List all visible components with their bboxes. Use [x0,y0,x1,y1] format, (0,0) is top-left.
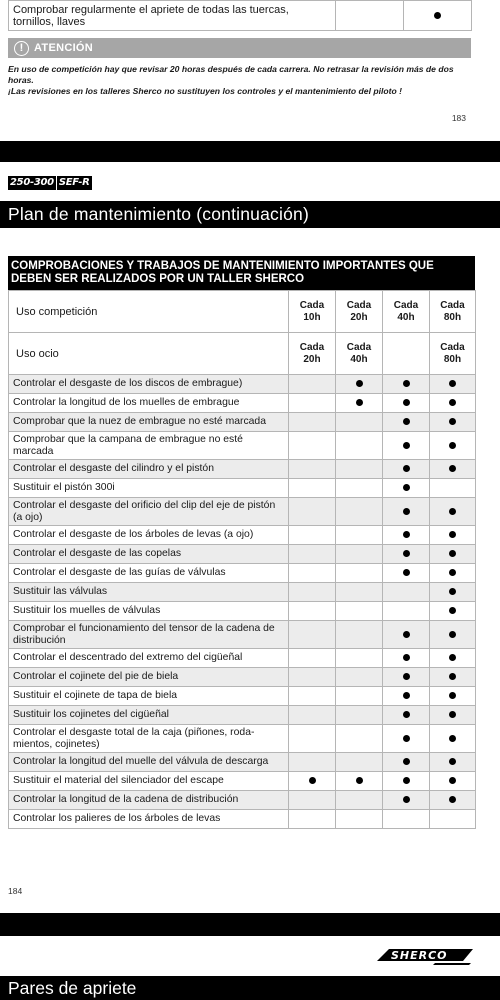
row-description: Controlar el cojinete del pie de biela [9,668,289,687]
interval-mark-cell [430,498,476,526]
row-description: Sustituir el cojinete de tapa de biela [9,687,289,706]
check-dot-icon [403,631,410,638]
interval-mark-cell [336,1,404,31]
interval-text: 40h [350,353,368,365]
table-row [9,545,476,564]
interval-header [289,291,336,333]
table-row [9,375,476,394]
interval-mark-cell [336,479,383,498]
table-row [9,810,476,829]
interval-text: 80h [443,353,462,365]
check-dot-icon [309,777,316,784]
check-dot-icon [449,588,456,595]
page-number: 183 [451,113,466,123]
interval-mark-cell [336,375,383,394]
interval-mark-cell [430,413,476,432]
interval-mark-cell [383,432,430,460]
page-separator-band [0,141,500,162]
interval-mark-cell [430,687,476,706]
check-dot-icon [449,399,456,406]
check-dot-icon [403,735,410,742]
maintenance-schedule [8,256,475,829]
interval-mark-cell [336,753,383,772]
row-description: Controlar el desgaste de los árboles de levas (a ojo) [9,526,289,545]
interval-mark-cell [289,621,336,649]
check-dot-icon [449,692,456,699]
table-row [9,791,476,810]
model-logo-part: 250-300 [10,177,54,188]
interval-mark-cell [336,545,383,564]
check-dot-icon [449,442,456,449]
interval-mark-cell [336,706,383,725]
interval-mark-cell [289,668,336,687]
section-title-bar [0,201,500,228]
interval-mark-cell [289,602,336,621]
interval-mark-cell [336,687,383,706]
check-dot-icon [449,569,456,576]
row-description: Sustituir los cojinetes del cigüeñal [9,706,289,725]
interval-mark-cell [289,432,336,460]
check-dot-icon [403,654,410,661]
table-row [9,564,476,583]
interval-mark-cell [430,810,476,829]
check-dot-icon [449,508,456,515]
row-description: Controlar los palieres de los árboles de levas [9,810,289,829]
interval-text: 40h [397,311,415,323]
interval-mark-cell [430,791,476,810]
period-row [9,291,476,333]
interval-text: Cada [299,341,325,353]
interval-mark-cell [289,583,336,602]
interval-mark-cell [289,706,336,725]
attention-banner [8,38,471,58]
interval-mark-cell [289,687,336,706]
sherco-logo [375,944,475,966]
check-dot-icon [449,735,456,742]
interval-mark-cell [383,375,430,394]
interval-mark-cell [289,498,336,526]
interval-mark-cell [289,791,336,810]
check-dot-icon [449,607,456,614]
check-dot-icon [403,531,410,538]
row-description: Controlar el desgaste total de la caja (piñones, roda-mientos, cojinetes) [9,725,289,753]
interval-mark-cell [383,526,430,545]
check-dot-icon [449,711,456,718]
interval-mark-cell [336,432,383,460]
interval-mark-cell [383,753,430,772]
interval-mark-cell [336,791,383,810]
table-row [9,1,472,31]
table-row [9,413,476,432]
check-dot-icon [356,777,363,784]
interval-mark-cell [430,649,476,668]
check-dot-icon [434,12,441,19]
interval-mark-cell [383,413,430,432]
section-title: Plan de mantenimiento (continuación) [8,204,309,224]
interval-header [336,291,383,333]
table-row [9,479,476,498]
table-row [9,526,476,545]
interval-mark-cell [430,479,476,498]
interval-mark-cell [383,602,430,621]
maintenance-table [8,290,476,829]
check-dot-icon [403,673,410,680]
interval-mark-cell [383,772,430,791]
interval-mark-cell [289,564,336,583]
interval-mark-cell [289,772,336,791]
interval-mark-cell [383,649,430,668]
interval-mark-cell [289,753,336,772]
interval-mark-cell [383,479,430,498]
row-description: Sustituir el pistón 300i [9,479,289,498]
interval-mark-cell [336,498,383,526]
interval-mark-cell [383,545,430,564]
row-description: Controlar el desgaste del orificio del clip del eje de pistón (a ojo) [9,498,289,526]
interval-mark-cell [404,1,472,31]
check-dot-icon [449,465,456,472]
interval-mark-cell [336,413,383,432]
check-dot-icon [403,777,410,784]
brand-logo-text: SHERCO [391,949,448,962]
table-row [9,432,476,460]
interval-mark-cell [430,602,476,621]
model-logo [8,176,92,190]
previous-maintenance-table [8,0,472,31]
interval-mark-cell [336,649,383,668]
check-dot-icon [449,380,456,387]
check-dot-icon [403,380,410,387]
interval-header [383,291,430,333]
interval-header [430,333,476,375]
interval-text: Cada [346,299,372,311]
row-description: Controlar el desgaste de los discos de embrague) [9,375,289,394]
interval-mark-cell [383,668,430,687]
row-description: Comprobar que la nuez de embrague no esté marcada [9,413,289,432]
check-dot-icon [403,484,410,491]
interval-text: Cada [440,341,465,353]
check-dot-icon [403,758,410,765]
check-dot-icon [356,399,363,406]
interval-mark-cell [336,583,383,602]
interval-text: 20h [350,311,368,323]
table-row [9,621,476,649]
check-dot-icon [356,380,363,387]
check-dot-icon [449,531,456,538]
row-description: Controlar el descentrado del extremo del cigüeñal [9,649,289,668]
row-description: Sustituir las válvulas [9,583,289,602]
interval-header [430,291,476,333]
interval-text: 10h [303,311,321,323]
check-dot-icon [449,418,456,425]
check-dot-icon [403,692,410,699]
check-dot-icon [449,758,456,765]
table-row [9,602,476,621]
interval-mark-cell [336,526,383,545]
interval-mark-cell [383,583,430,602]
interval-mark-cell [336,810,383,829]
interval-mark-cell [430,432,476,460]
interval-mark-cell [383,706,430,725]
row-description: Comprobar regularmente el apriete de todas las tuercas, tornillos, llaves [9,1,336,31]
interval-mark-cell [336,621,383,649]
interval-mark-cell [430,583,476,602]
check-dot-icon [449,777,456,784]
interval-mark-cell [430,668,476,687]
table-row [9,583,476,602]
interval-text: Cada [393,299,419,311]
interval-mark-cell [430,725,476,753]
interval-text: Cada [440,299,465,311]
check-dot-icon [403,508,410,515]
attention-text [8,64,472,97]
interval-mark-cell [383,621,430,649]
table-row [9,460,476,479]
check-dot-icon [403,569,410,576]
interval-mark-cell [430,772,476,791]
table-row [9,772,476,791]
interval-mark-cell [289,479,336,498]
row-description: Comprobar que la campana de embrague no esté marcada [9,432,289,460]
interval-mark-cell [430,545,476,564]
interval-mark-cell [383,498,430,526]
check-dot-icon [403,465,410,472]
table-row [9,668,476,687]
check-dot-icon [403,711,410,718]
interval-mark-cell [289,526,336,545]
bottom-title-bar [0,976,500,1000]
row-description: Controlar el desgaste de las copelas [9,545,289,564]
interval-mark-cell [383,725,430,753]
table-row [9,687,476,706]
interval-mark-cell [430,564,476,583]
table-row [9,649,476,668]
interval-mark-cell [383,791,430,810]
interval-mark-cell [383,687,430,706]
interval-mark-cell [336,564,383,583]
attention-line: En uso de competición hay que revisar 20 horas después de cada carrera. No retrasar la revisión más de dos horas. [8,64,454,85]
interval-mark-cell [289,460,336,479]
interval-text: 80h [443,311,462,323]
interval-mark-cell [430,394,476,413]
interval-mark-cell [383,810,430,829]
check-dot-icon [403,418,410,425]
interval-mark-cell [289,649,336,668]
interval-mark-cell [336,460,383,479]
interval-mark-cell [383,564,430,583]
page-number: 184 [8,886,23,896]
row-description: Controlar la longitud de los muelles de embrague [9,394,289,413]
attention-line: ¡Las revisiones en los talleres Sherco no sustituyen los controles y el mantenimiento del piloto ! [8,86,402,96]
table-row [9,394,476,413]
interval-mark-cell [383,460,430,479]
check-dot-icon [403,442,410,449]
period-label: Uso competición [9,291,289,333]
interval-mark-cell [430,621,476,649]
table-row [9,725,476,753]
interval-mark-cell [336,668,383,687]
interval-header [383,333,430,375]
row-description: Sustituir el material del silenciador del escape [9,772,289,791]
interval-mark-cell [289,725,336,753]
page-separator-band [0,913,500,936]
exclamation-circle-icon: ! [14,41,29,56]
attention-title: ATENCIÓN [34,42,94,54]
interval-mark-cell [430,753,476,772]
table-row [9,498,476,526]
interval-text: Cada [346,341,372,353]
table-header: COMPROBACIONES Y TRABAJOS DE MANTENIMIENTO IMPORTANTES QUE DEBEN SER REALIZADOS POR UN TALLER SHERCO [8,256,475,290]
interval-mark-cell [430,526,476,545]
check-dot-icon [449,654,456,661]
maintenance-table-body [9,291,476,829]
interval-mark-cell [289,810,336,829]
check-dot-icon [449,631,456,638]
bottom-section-title: Pares de apriete [8,977,137,998]
check-dot-icon [403,796,410,803]
check-dot-icon [449,673,456,680]
period-row [9,333,476,375]
row-description: Controlar el desgaste de las guías de válvulas [9,564,289,583]
interval-header [336,333,383,375]
table-row [9,753,476,772]
interval-mark-cell [430,706,476,725]
interval-mark-cell [336,602,383,621]
interval-text: Cada [299,299,325,311]
interval-mark-cell [289,413,336,432]
interval-mark-cell [430,375,476,394]
row-description: Controlar la longitud de la cadena de distribución [9,791,289,810]
interval-header [289,333,336,375]
row-description: Sustituir los muelles de válvulas [9,602,289,621]
interval-mark-cell [289,394,336,413]
interval-mark-cell [289,375,336,394]
interval-mark-cell [383,394,430,413]
row-description: Controlar el desgaste del cilindro y el pistón [9,460,289,479]
interval-mark-cell [336,725,383,753]
row-description: Comprobar el funcionamiento del tensor de la cadena de distribución [9,621,289,649]
check-dot-icon [403,399,410,406]
interval-mark-cell [336,394,383,413]
check-dot-icon [449,550,456,557]
interval-mark-cell [289,545,336,564]
period-label: Uso ocio [9,333,289,375]
check-dot-icon [403,550,410,557]
interval-text: 20h [303,353,321,365]
model-logo-part: SEF-R [58,177,90,188]
row-description: Controlar la longitud del muelle del válvula de descarga [9,753,289,772]
check-dot-icon [449,796,456,803]
interval-mark-cell [430,460,476,479]
interval-mark-cell [336,772,383,791]
table-row [9,706,476,725]
